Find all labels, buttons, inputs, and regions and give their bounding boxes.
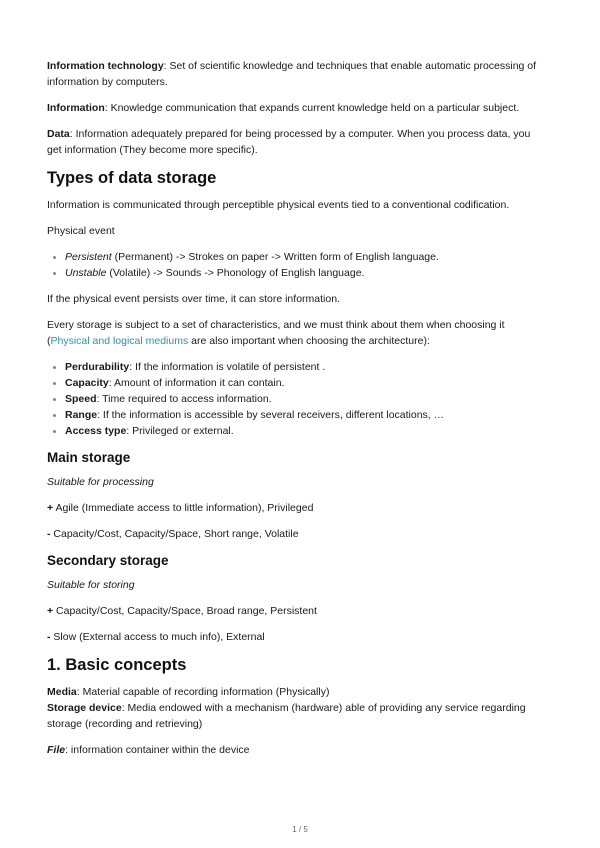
term: Persistent [65,251,112,263]
definition-data [47,126,547,158]
item-text: (Permanent) -> Strokes on paper -> Written form of English language. [111,251,439,263]
definition-text: : Information adequately prepared for being processed by a computer. When you process data, you get information (They become more specific). [47,128,531,156]
main-storage-cons [47,526,547,542]
plus-sign: + [47,605,54,617]
physical-event-label: Physical event [47,225,115,237]
pros-text: Capacity/Cost, Capacity/Space, Broad range, Persistent [53,605,317,617]
secondary-storage-pros [47,603,547,619]
main-storage-subtitle [47,474,547,490]
definition-file [47,742,547,758]
subtitle-text: Suitable for processing [47,476,154,488]
main-storage-pros [47,500,547,516]
definition-text: : Knowledge communication that expands current knowledge held on a particular subject. [104,102,520,114]
list-item [65,249,547,265]
term: Range [65,409,98,421]
term: Unstable [65,267,107,279]
physical-event-list [47,249,547,281]
term: Information [47,102,105,114]
term: Capacity [65,377,109,389]
item-text: : Amount of information it can contain. [108,377,285,389]
text-after: are also important when choosing the architecture): [188,335,430,347]
term: Speed [65,393,97,405]
characteristics-list [47,359,547,439]
definition-text: : Set of scientific knowledge and techniques that enable automatic processing of information by computers. [47,60,537,88]
cons-text: Slow (External access to much info), External [50,631,265,643]
persist-text: If the physical event persists over time, it can store information. [47,293,340,305]
item-text: (Volatile) -> Sounds -> Phonology of English language. [106,267,365,279]
definition-text: : Media endowed with a mechanism (hardware) able of providing any service regarding storage (recording and retrieving) [47,702,526,730]
item-text: : Time required to access information. [96,393,272,405]
definition-media [47,684,547,700]
heading-basic-concepts: 1. Basic concepts [47,656,187,674]
item-text: : If the information is accessible by several receivers, different locations, … [97,409,445,421]
term [47,744,65,756]
list-item [65,359,547,375]
pros-text: Agile (Immediate access to little information), Privileged [53,502,314,514]
list-item [65,391,547,407]
minus-sign: - [47,631,51,643]
document-page [47,58,547,768]
characteristics-intro [47,317,547,349]
term-italic: File [47,744,66,756]
subtitle-text: Suitable for storing [47,579,135,591]
term: Access type [65,425,127,437]
list-item [65,423,547,439]
definition-information [47,100,547,116]
physical-logical-mediums-link[interactable]: Physical and logical mediums [50,335,189,347]
definition-storage-device [47,700,547,732]
definition-information-technology [47,58,547,90]
heading-secondary-storage: Secondary storage [47,553,169,568]
item-text: : Privileged or external. [126,425,234,437]
heading-types-of-data-storage: Types of data storage [47,169,217,187]
heading-main-storage: Main storage [47,450,131,465]
list-item [65,375,547,391]
term: Storage device [47,702,122,714]
list-item [65,407,547,423]
term: Perdurability [65,361,130,373]
minus-sign: - [47,528,51,540]
definition-text: : information container within the device [65,744,250,756]
page-indicator: 1 / 5 [292,825,308,834]
text-before: Every storage is subject to a set of characteristics, and we must think about them when choosing it ( [47,319,505,347]
term: Information technology [47,60,164,72]
types-intro: Information is communicated through perceptible physical events tied to a conventional codification. [47,199,510,211]
term: Media [47,686,77,698]
term: Data [47,128,70,140]
item-text: : If the information is volatile of persistent . [129,361,326,373]
cons-text: Capacity/Cost, Capacity/Space, Short range, Volatile [50,528,299,540]
secondary-storage-cons [47,629,547,645]
plus-sign: + [47,502,54,514]
definition-text: : Material capable of recording information (Physically) [76,686,330,698]
list-item [65,265,547,281]
secondary-storage-subtitle [47,577,547,593]
